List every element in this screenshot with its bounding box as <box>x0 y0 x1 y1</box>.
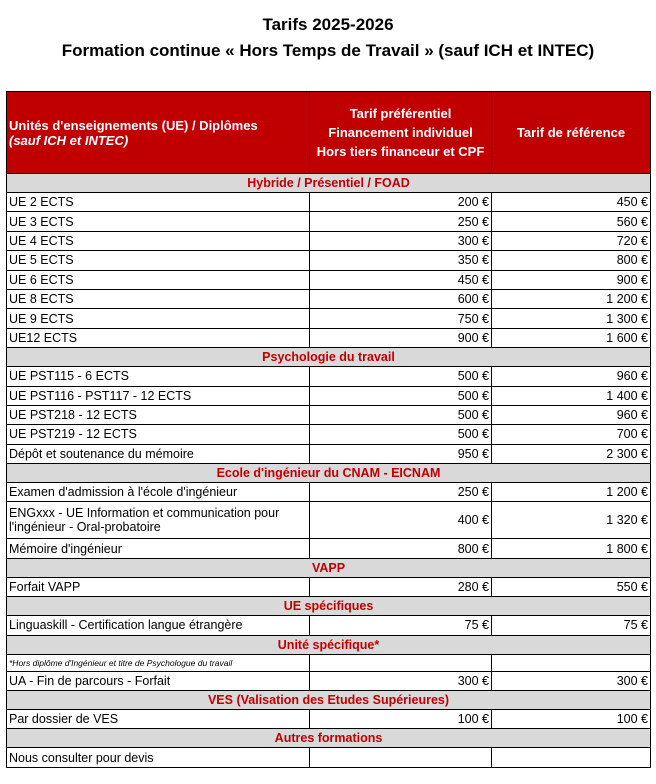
preferential-rate <box>310 748 492 767</box>
preferential-rate: 500 € <box>310 405 492 424</box>
row-label: UA - Fin de parcours - Forfait <box>7 671 310 690</box>
table-row <box>7 231 651 250</box>
header-preferential-rate: Tarif préférentiel Financement individuel Hors tiers financeur et CPF <box>310 92 492 174</box>
section-unite-specifique <box>7 635 651 654</box>
table-row <box>7 212 651 231</box>
preferential-rate: 300 € <box>310 231 492 250</box>
preferential-rate: 100 € <box>310 710 492 729</box>
row-label: ENGxxx - UE Information et communication pour l'ingénieur - Oral-probatoire <box>7 502 310 539</box>
reference-rate: 960 € <box>492 405 651 424</box>
preferential-rate: 900 € <box>310 328 492 347</box>
row-label: UE 3 ECTS <box>7 212 310 231</box>
table-row <box>7 405 651 424</box>
preferential-rate: 280 € <box>310 577 492 596</box>
table-header-row <box>7 92 651 174</box>
row-label: Forfait VAPP <box>7 577 310 596</box>
reference-rate: 1 200 € <box>492 483 651 502</box>
section-ue-specifiques <box>7 597 651 616</box>
reference-rate: 75 € <box>492 616 651 635</box>
table-row <box>7 577 651 596</box>
preferential-rate: 400 € <box>310 502 492 539</box>
table-row <box>7 710 651 729</box>
row-label: UE 6 ECTS <box>7 270 310 289</box>
preferential-rate: 500 € <box>310 367 492 386</box>
table-row <box>7 616 651 635</box>
section-autres-formations <box>7 729 651 748</box>
page-title: Tarifs 2025-2026 <box>262 15 394 34</box>
row-label: UE PST116 - PST117 - 12 ECTS <box>7 386 310 405</box>
table-row <box>7 386 651 405</box>
preferential-rate: 250 € <box>310 483 492 502</box>
row-label: Examen d'admission à l'école d'ingénieur <box>7 483 310 502</box>
reference-rate <box>492 748 651 767</box>
section-psychologie-du-travail <box>7 348 651 367</box>
section-ecole-d-ingenieur-du-cnam-eicnam <box>7 464 651 483</box>
row-label: UE PST218 - 12 ECTS <box>7 405 310 424</box>
reference-rate: 1 800 € <box>492 539 651 558</box>
section-title: Autres formations <box>7 729 651 748</box>
section-note: *Hors diplôme d'Ingénieur et titre de Psychologue du travail <box>7 654 310 671</box>
empty-cell <box>310 654 492 671</box>
preferential-rate: 450 € <box>310 270 492 289</box>
row-label: Par dossier de VES <box>7 710 310 729</box>
reference-rate: 700 € <box>492 425 651 444</box>
reference-rate: 450 € <box>492 193 651 212</box>
reference-rate: 900 € <box>492 270 651 289</box>
preferential-rate: 250 € <box>310 212 492 231</box>
row-label: UE 9 ECTS <box>7 309 310 328</box>
section-title: Ecole d'ingénieur du CNAM - EICNAM <box>7 464 651 483</box>
section-title: UE spécifiques <box>7 597 651 616</box>
section-ves-valisation-des-etudes-superieures <box>7 691 651 710</box>
preferential-rate: 350 € <box>310 251 492 270</box>
reference-rate: 1 400 € <box>492 386 651 405</box>
reference-rate: 1 200 € <box>492 289 651 308</box>
reference-rate: 800 € <box>492 251 651 270</box>
table-row <box>7 425 651 444</box>
reference-rate: 550 € <box>492 577 651 596</box>
row-label: UE12 ECTS <box>7 328 310 347</box>
table-row <box>7 671 651 690</box>
preferential-rate: 600 € <box>310 289 492 308</box>
section-note-row <box>7 654 651 671</box>
tarifs-table <box>6 91 651 768</box>
row-label: UE 4 ECTS <box>7 231 310 250</box>
reference-rate: 560 € <box>492 212 651 231</box>
preferential-rate: 200 € <box>310 193 492 212</box>
row-label: UE PST219 - 12 ECTS <box>7 425 310 444</box>
table-row <box>7 270 651 289</box>
section-title: Unité spécifique* <box>7 635 651 654</box>
preferential-rate: 950 € <box>310 444 492 463</box>
reference-rate: 300 € <box>492 671 651 690</box>
section-title: VES (Valisation des Etudes Supérieures) <box>7 691 651 710</box>
row-label: Nous consulter pour devis <box>7 748 310 767</box>
table-row <box>7 444 651 463</box>
reference-rate: 100 € <box>492 710 651 729</box>
preferential-rate: 300 € <box>310 671 492 690</box>
table-row <box>7 328 651 347</box>
section-title: Psychologie du travail <box>7 348 651 367</box>
row-label: Mémoire d'ingénieur <box>7 539 310 558</box>
row-label: UE 5 ECTS <box>7 251 310 270</box>
reference-rate: 1 320 € <box>492 502 651 539</box>
row-label: UE PST115 - 6 ECTS <box>7 367 310 386</box>
table-row <box>7 502 651 539</box>
section-hybride-presentiel-foad <box>7 174 651 193</box>
table-row <box>7 367 651 386</box>
reference-rate: 960 € <box>492 367 651 386</box>
header-reference-rate: Tarif de référence <box>492 92 651 174</box>
table-row <box>7 251 651 270</box>
table-row <box>7 289 651 308</box>
table-row <box>7 309 651 328</box>
table-row <box>7 539 651 558</box>
reference-rate: 1 300 € <box>492 309 651 328</box>
preferential-rate: 75 € <box>310 616 492 635</box>
row-label: Dépôt et soutenance du mémoire <box>7 444 310 463</box>
reference-rate: 1 600 € <box>492 328 651 347</box>
reference-rate: 720 € <box>492 231 651 250</box>
section-title: VAPP <box>7 558 651 577</box>
table-row <box>7 483 651 502</box>
section-title: Hybride / Présentiel / FOAD <box>7 174 651 193</box>
preferential-rate: 750 € <box>310 309 492 328</box>
header-units-sub: (sauf ICH et INTEC) <box>9 132 129 148</box>
table-row <box>7 748 651 767</box>
table-row <box>7 193 651 212</box>
header-units: Unités d'enseignements (UE) / Diplômes (sauf ICH et INTEC) <box>7 92 310 174</box>
preferential-rate: 500 € <box>310 386 492 405</box>
row-label: UE 2 ECTS <box>7 193 310 212</box>
page-subtitle: Formation continue « Hors Temps de Travail » (sauf ICH et INTEC) <box>61 41 595 60</box>
preferential-rate: 800 € <box>310 539 492 558</box>
empty-cell <box>492 654 651 671</box>
section-vapp <box>7 558 651 577</box>
preferential-rate: 500 € <box>310 425 492 444</box>
row-label: Linguaskill - Certification langue étrangère <box>7 616 310 635</box>
reference-rate: 2 300 € <box>492 444 651 463</box>
row-label: UE 8 ECTS <box>7 289 310 308</box>
